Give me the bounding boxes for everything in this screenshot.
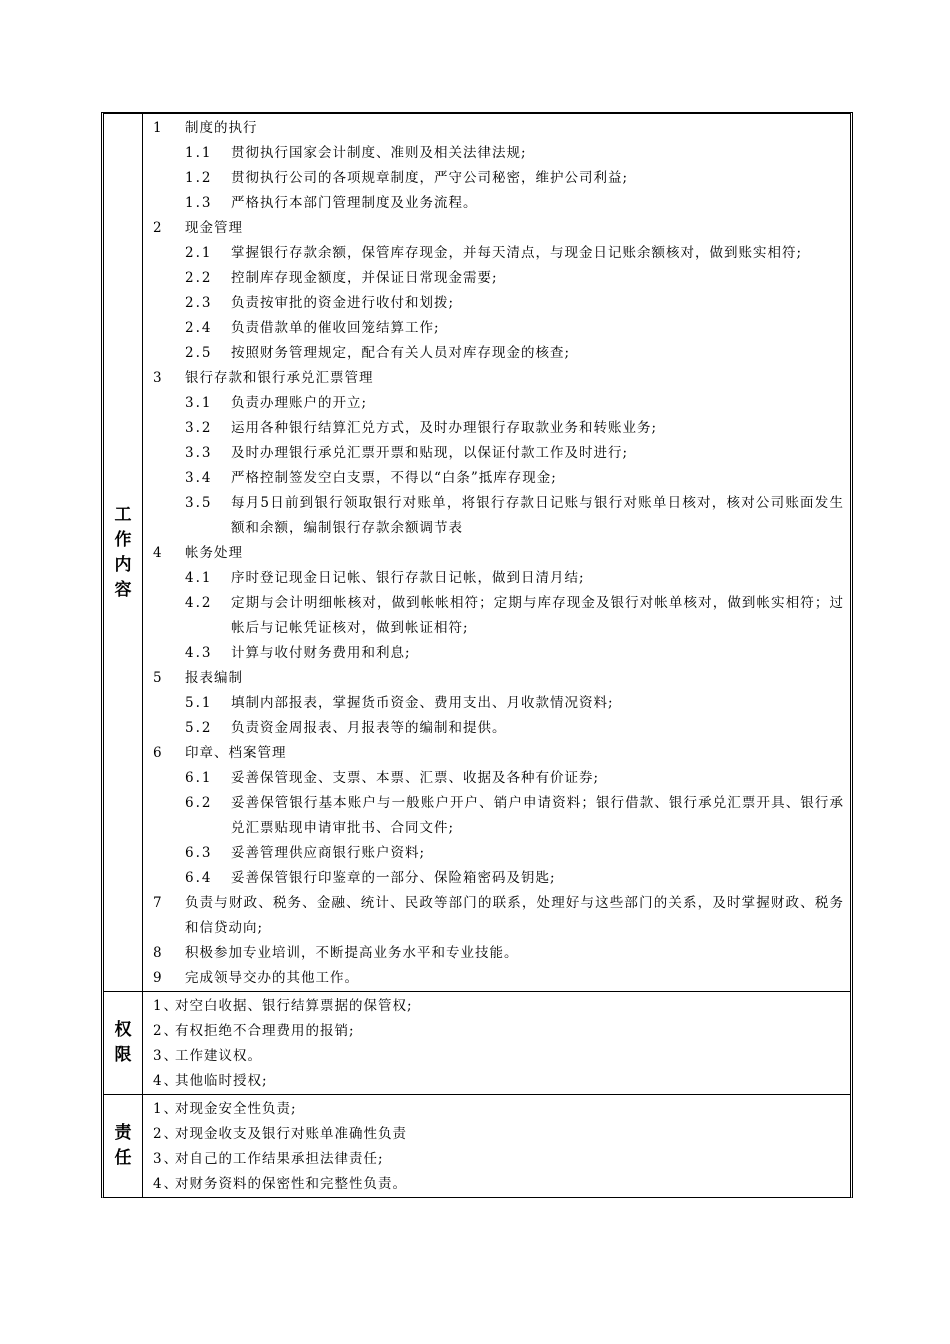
list-item xyxy=(153,216,844,241)
item-text: 负责借款单的催收回笼结算工作; xyxy=(231,320,440,336)
item-number: 3 xyxy=(153,370,164,386)
sub-item xyxy=(153,466,844,491)
item-number: 1.1 xyxy=(185,145,213,161)
item-number: 2.1 xyxy=(185,245,213,261)
duties-label: 责任 xyxy=(114,1123,132,1168)
item-number: 2、 xyxy=(153,1023,180,1039)
item-number: 3.5 xyxy=(185,495,213,511)
item-text: 妥善保管银行印鉴章的一部分、保险箱密码及钥匙; xyxy=(231,870,556,886)
list-item xyxy=(153,891,844,941)
sub-item xyxy=(153,416,844,441)
sub-item xyxy=(153,191,844,216)
list-item xyxy=(153,666,844,691)
item-number: 5 xyxy=(153,670,164,686)
item-text: 定期与会计明细帐核对，做到帐帐相符；定期与库存现金及银行对帐单核对，做到帐实相符；过帐后与记帐凭证核对，做到帐证相符; xyxy=(231,595,844,636)
sub-item xyxy=(153,441,844,466)
item-number: 6.3 xyxy=(185,845,213,861)
item-number: 4.2 xyxy=(185,595,213,611)
item-number: 3.4 xyxy=(185,470,213,486)
list-item xyxy=(153,1147,844,1172)
item-text: 负责办理账户的开立; xyxy=(231,395,368,411)
list-item xyxy=(153,1044,844,1069)
item-number: 3.1 xyxy=(185,395,213,411)
sub-item xyxy=(153,591,844,641)
item-text: 贯彻执行国家会计制度、准则及相关法律法规; xyxy=(231,145,527,161)
item-number: 4.1 xyxy=(185,570,213,586)
item-number: 3.3 xyxy=(185,445,213,461)
job-description-table xyxy=(101,112,853,1198)
item-number: 1.3 xyxy=(185,195,213,211)
item-text: 每月5日前到银行领取银行对账单，将银行存款日记账与银行对账单日核对，核对公司账面发生额和余额，编制银行存款余额调节表 xyxy=(231,495,844,536)
item-text: 妥善保管银行基本账户与一般账户开户、销户申请资料；银行借款、银行承兑汇票开具、银行承兑汇票贴现申请审批书、合同文件; xyxy=(231,795,844,836)
item-text: 严格控制签发空白支票，不得以“白条”抵库存现金; xyxy=(231,470,557,486)
item-number: 3.2 xyxy=(185,420,213,436)
item-text: 积极参加专业培训，不断提高业务水平和专业技能。 xyxy=(185,945,519,961)
list-item xyxy=(153,366,844,391)
list-item xyxy=(153,994,844,1019)
item-number: 5.2 xyxy=(185,720,213,736)
list-item xyxy=(153,1019,844,1044)
item-text: 负责与财政、税务、金融、统计、民政等部门的联系，处理好与这些部门的关系，及时掌握财政、税务和信贷动向; xyxy=(185,895,844,936)
item-text: 工作建议权。 xyxy=(175,1048,262,1064)
sub-item xyxy=(153,266,844,291)
sub-item xyxy=(153,866,844,891)
item-text: 填制内部报表，掌握货币资金、费用支出、月收款情况资料; xyxy=(231,695,614,711)
work-content-label-cell xyxy=(104,114,143,991)
item-text: 其他临时授权; xyxy=(175,1073,268,1089)
list-item xyxy=(153,1172,844,1197)
item-number: 4.3 xyxy=(185,645,213,661)
list-item xyxy=(153,1069,844,1094)
sub-item xyxy=(153,716,844,741)
item-text: 负责按审批的资金进行收付和划拨; xyxy=(231,295,455,311)
item-number: 5.1 xyxy=(185,695,213,711)
rights-list xyxy=(143,992,850,1094)
item-text: 妥善管理供应商银行账户资料; xyxy=(231,845,426,861)
item-number: 6.4 xyxy=(185,870,213,886)
item-text: 对现金收支及银行对账单准确性负责 xyxy=(175,1126,407,1142)
list-item xyxy=(153,741,844,766)
list-item xyxy=(153,941,844,966)
item-number: 6.2 xyxy=(185,795,213,811)
item-number: 4 xyxy=(153,545,164,561)
item-number: 9 xyxy=(153,970,164,986)
item-text: 及时办理银行承兑汇票开票和贴现，以保证付款工作及时进行; xyxy=(231,445,629,461)
item-text: 完成领导交办的其他工作。 xyxy=(185,970,359,986)
item-number: 8 xyxy=(153,945,164,961)
sub-item xyxy=(153,291,844,316)
item-number: 2.2 xyxy=(185,270,213,286)
duties-list xyxy=(143,1095,850,1197)
sub-item xyxy=(153,491,844,541)
work-content-list xyxy=(143,114,850,991)
list-item xyxy=(153,541,844,566)
item-text: 对现金安全性负责; xyxy=(175,1101,297,1117)
item-text: 掌握银行存款余额，保管库存现金，并每天清点，与现金日记账余额核对，做到账实相符; xyxy=(231,245,803,261)
item-text: 序时登记现金日记帐、银行存款日记帐，做到日清月结; xyxy=(231,570,585,586)
item-number: 2.4 xyxy=(185,320,213,336)
sub-item xyxy=(153,841,844,866)
item-number: 6 xyxy=(153,745,164,761)
item-number: 2、 xyxy=(153,1126,180,1142)
item-number: 1 xyxy=(153,120,164,136)
item-number: 2.5 xyxy=(185,345,213,361)
item-text: 有权拒绝不合理费用的报销; xyxy=(175,1023,355,1039)
sub-item xyxy=(153,241,844,266)
rights-label-cell xyxy=(104,992,143,1094)
item-number: 4、 xyxy=(153,1176,180,1192)
item-text: 对财务资料的保密性和完整性负责。 xyxy=(175,1176,407,1192)
sub-item xyxy=(153,166,844,191)
sub-item xyxy=(153,791,844,841)
item-number: 1、 xyxy=(153,1101,180,1117)
item-number: 3、 xyxy=(153,1151,180,1167)
item-text: 报表编制 xyxy=(185,670,243,686)
item-text: 负责资金周报表、月报表等的编制和提供。 xyxy=(231,720,507,736)
item-text: 严格执行本部门管理制度及业务流程。 xyxy=(231,195,478,211)
list-item xyxy=(153,116,844,141)
rights-section xyxy=(104,991,850,1094)
duties-label-cell xyxy=(104,1095,143,1197)
item-text: 对自己的工作结果承担法律责任; xyxy=(175,1151,384,1167)
sub-item xyxy=(153,341,844,366)
item-text: 按照财务管理规定，配合有关人员对库存现金的核查; xyxy=(231,345,571,361)
item-number: 7 xyxy=(153,895,164,911)
item-text: 妥善保管现金、支票、本票、汇票、收据及各种有价证券; xyxy=(231,770,600,786)
item-number: 2 xyxy=(153,220,164,236)
sub-item xyxy=(153,691,844,716)
item-number: 3、 xyxy=(153,1048,180,1064)
item-text: 制度的执行 xyxy=(185,120,258,136)
sub-item xyxy=(153,566,844,591)
work-content-section xyxy=(104,114,850,991)
duties-section xyxy=(104,1094,850,1197)
item-text: 计算与收付财务费用和利息; xyxy=(231,645,411,661)
item-text: 银行存款和银行承兑汇票管理 xyxy=(185,370,374,386)
sub-item xyxy=(153,391,844,416)
item-number: 2.3 xyxy=(185,295,213,311)
rights-label: 权限 xyxy=(114,1020,132,1065)
item-number: 1、 xyxy=(153,998,180,1014)
sub-item xyxy=(153,766,844,791)
list-item xyxy=(153,966,844,991)
item-number: 6.1 xyxy=(185,770,213,786)
list-item xyxy=(153,1122,844,1147)
list-item xyxy=(153,1097,844,1122)
item-text: 对空白收据、银行结算票据的保管权; xyxy=(175,998,413,1014)
item-text: 印章、档案管理 xyxy=(185,745,287,761)
sub-item xyxy=(153,141,844,166)
item-text: 运用各种银行结算汇兑方式，及时办理银行存取款业务和转账业务; xyxy=(231,420,658,436)
sub-item xyxy=(153,316,844,341)
item-number: 4、 xyxy=(153,1073,180,1089)
item-text: 控制库存现金额度，并保证日常现金需要; xyxy=(231,270,498,286)
work-content-label: 工作内容 xyxy=(114,504,132,600)
item-text: 现金管理 xyxy=(185,220,243,236)
sub-item xyxy=(153,641,844,666)
item-number: 1.2 xyxy=(185,170,213,186)
item-text: 帐务处理 xyxy=(185,545,243,561)
item-text: 贯彻执行公司的各项规章制度，严守公司秘密，维护公司利益; xyxy=(231,170,629,186)
